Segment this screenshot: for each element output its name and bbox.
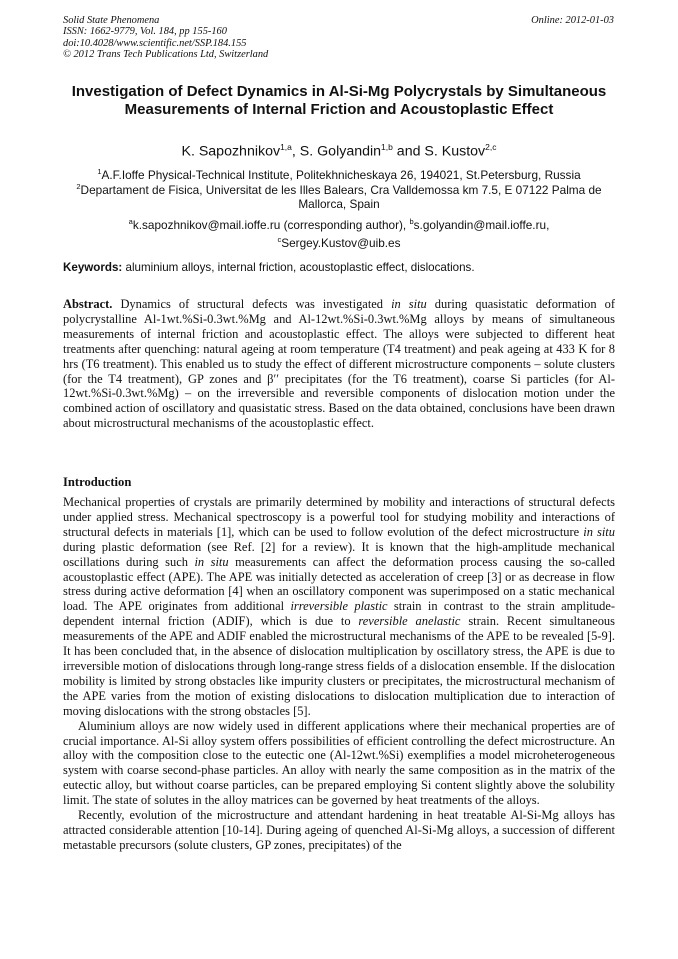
author-affiliation-mark: 2,c [485, 142, 497, 152]
paragraph: Recently, evolution of the microstructure and attendant hardening in heat treatable Al-Si-Mg alloys has attracted considerable attention [10-14]. During ageing of quenched Al-Si-Mg alloys, a succession of different metastable precursors (solute clusters, GP zones, precipitates) of the [63, 808, 615, 852]
affiliation-2 [60, 180, 618, 212]
email-mark: a [128, 217, 133, 226]
email-link[interactable]: s.golyandin@mail.ioffe.ru, [413, 217, 550, 232]
author-list [60, 139, 618, 161]
introduction-body [63, 495, 615, 853]
abstract-italic: in situ [391, 297, 427, 311]
journal-doi: doi:10.4028/www.scientific.net/SSP.184.155 [63, 37, 247, 49]
author-emails [60, 215, 618, 250]
affiliation-text: Departament de Fisica, Universitat de les Illes Balears, Cra Valldemossa km 7.5, E 07122 Palma de Mallorca, Spain [80, 182, 602, 212]
paragraph-italic: in situ [194, 554, 229, 569]
affiliation-text: A.F.Ioffe Physical-Technical Institute, Politekhnicheskaya 26, 194021, St.Petersburg, Russia [101, 167, 581, 182]
paragraph-text: strain in contrast to the strain amplitude-dependent internal friction (ADIF), which is due to [63, 599, 616, 629]
paper-title: Investigation of Defect Dynamics in Al-Si-Mg Polycrystals by Simultaneous Measurements of Internal Friction and Acoustoplastic Effect [71, 83, 607, 118]
keywords-text: aluminium alloys, internal friction, acoustoplastic effect, dislocations. [122, 261, 475, 274]
paragraph-italic: irreversible plastic [290, 599, 388, 614]
email-mark: b [409, 217, 414, 226]
author-separator: and [392, 143, 425, 160]
author-affiliation-mark: 1,a [280, 142, 292, 152]
paragraph-text: Mechanical properties of crystals are primarily determined by mobility and interactions of structural defects under applied stress. Mechanical spectroscopy is a powerful tool for studying mobility and interactions of structural defects in materials [1], which can be used to follow evolution of the defect microstructure [63, 495, 615, 539]
author-affiliation-mark: 1,b [381, 142, 393, 152]
abstract-text: during quasistatic deformation of polycrystalline Al-1wt.%Si-0.3wt.%Mg and Al-12wt.%Si-0.3wt.%Mg alloys by means of simultaneous measurements of internal friction and acoustoplastic effect. The alloys were subjected to different heat treatments after quenching: natural ageing at room temperature (T4 treatment) and peak ageing at 433 K for 8 hrs (T6 treatment). This enabled us to study the effect of different microstructure components – solute clusters (for the T4 treatment), GP zones and β′′ precipitates (for the T6 treatment), coarse Si particles (for Al-12wt.%Si-0.3wt.%Mg) – on the irreversible and reversible components of dislocation motion under the combined action of oscillatory and quasistatic stress. Based on the data obtained, conclusions have been drawn about microstructural mechanisms of the acoustoplastic effect. [63, 297, 615, 431]
paragraph-italic: reversible anelastic [358, 614, 461, 629]
author-separator: , [291, 143, 300, 160]
author-name: S. Kustov [424, 143, 486, 160]
affiliation-mark: 2 [76, 182, 81, 191]
author-name: S. Golyandin [299, 143, 382, 160]
journal-issn: ISSN: 1662-9779, Vol. 184, pp 155-160 [63, 26, 227, 38]
abstract-label: Abstract. [63, 297, 113, 311]
paragraph-text: during plastic deformation (see Ref. [2] for a review). It is known that the high-amplitude mechanical oscillations during such [63, 539, 615, 569]
keywords-label: Keywords: [63, 261, 123, 274]
journal-copyright: © 2012 Trans Tech Publications Ltd, Switzerland [63, 48, 269, 60]
section-heading-introduction: Introduction [63, 475, 132, 489]
paragraph: Aluminium alloys are now widely used in different applications where their mechanical properties are of crucial importance. Al-Si alloy system offers possibilities of efficient controlling the defect microstructure. An alloy with the composition close to the eutectic one (Al-12wt.%Si) exemplifies a model microheterogeneous system with coarse second-phase particles. An alloy with nearly the same composition as in the matrix of the eutectic alloy, but without coarse particles, can be prepared employing Si content slightly above the solubility limit. The state of solutes in the alloy matrices can be governed by heat treatments of the alloys. [63, 718, 615, 808]
keywords [63, 261, 615, 275]
online-date: Online: 2012-01-03 [531, 15, 614, 26]
journal-name: Solid State Phenomena [63, 15, 160, 26]
paragraph [63, 495, 615, 719]
abstract-text: Dynamics of structural defects was investigated [112, 297, 392, 311]
paragraph-italic: in situ [583, 524, 615, 539]
journal-header [63, 15, 268, 60]
author-name: K. Sapozhnikov [181, 143, 281, 160]
abstract [63, 297, 615, 431]
affiliation-mark: 1 [97, 167, 102, 176]
paragraph-text: strain. Recent simultaneous measurements of the APE and ADIF enabled the microstructural mechanisms of the APE to be revealed [5-9]. It has been concluded that, in the absence of dislocation multiplication by oscillatory stress, the APE is due to irreversible motion of dislocations through long-range stress fields of a dislocation ensemble. If the dislocation mobility is limited by strong obstacles like impurity clusters or precipitates, the microstructural mechanism of the APE varies from the motion of existing dislocations to dislocation multiplication due to interaction of moving dislocations with the strong obstacles [5]. [63, 614, 615, 718]
email-mark: c [277, 234, 282, 244]
paragraph-text: measurements can affect the deformation process causing the so-called acoustoplastic effect (APE). The APE was initially detected as acceleration of creep [3] or as decrease in flow stress during active deformation [4] when an oscillatory component was superimposed on a static mechanical load. The APE originates from additional [63, 554, 615, 614]
email-link[interactable]: k.sapozhnikov@mail.ioffe.ru (corresponding author), [132, 217, 410, 232]
email-link[interactable]: Sergey.Kustov@uib.es [281, 235, 401, 250]
